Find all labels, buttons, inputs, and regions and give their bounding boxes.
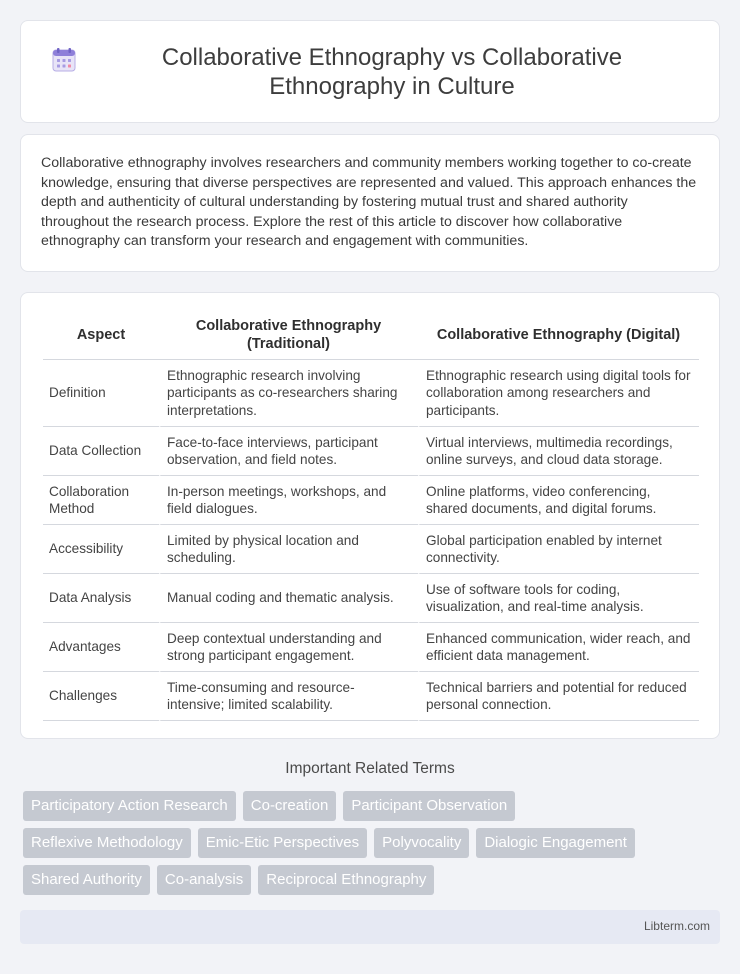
tag-row [23, 828, 723, 858]
tag-dialogic-engagement[interactable]: Dialogic Engagement [476, 828, 635, 858]
table-row [43, 525, 699, 574]
tag-polyvocality[interactable]: Polyvocality [374, 828, 469, 858]
related-terms-tags [23, 791, 723, 902]
tag-co-creation[interactable]: Co-creation [243, 791, 337, 821]
table-row [43, 623, 699, 672]
calendar-icon [51, 47, 77, 73]
table-row [43, 672, 699, 721]
table-row [43, 574, 699, 623]
table-header-row [43, 311, 699, 360]
row-aspect: Advantages [43, 623, 159, 672]
intro-paragraph: Collaborative ethnography involves researchers and community members working together to co-create knowledge, ensuring that diverse perspectives are represented and valued. This approach enhances the depth and authenticity of cultural understanding by fostering mutual trust and shared authority throughout the research process. Explore the rest of this article to discover how collaborative ethnography can transform your research and engagement with communities. [41, 155, 697, 249]
row-digital: Enhanced communication, wider reach, and efficient data management. [418, 623, 699, 672]
tag-row [23, 791, 723, 821]
table-row [43, 427, 699, 476]
row-digital: Virtual interviews, multimedia recordings, online surveys, and cloud data storage. [418, 427, 699, 476]
row-traditional: Manual coding and thematic analysis. [159, 574, 418, 623]
tag-row [23, 865, 723, 895]
footer [20, 910, 720, 944]
row-aspect: Data Analysis [43, 574, 159, 623]
row-digital: Use of software tools for coding, visualization, and real-time analysis. [418, 574, 699, 623]
row-traditional: In-person meetings, workshops, and field dialogues. [159, 476, 418, 525]
tag-reflexive-methodology[interactable]: Reflexive Methodology [23, 828, 191, 858]
row-traditional: Ethnographic research involving participants as co-researchers sharing interpretations. [159, 360, 418, 427]
comparison-table-card [20, 292, 720, 739]
row-aspect: Collaboration Method [43, 476, 159, 525]
comparison-table [43, 311, 699, 721]
header-aspect: Aspect [43, 311, 159, 360]
intro-card [20, 134, 720, 272]
tag-co-analysis[interactable]: Co-analysis [157, 865, 251, 895]
header-card [20, 20, 720, 123]
row-aspect: Data Collection [43, 427, 159, 476]
row-digital: Online platforms, video conferencing, shared documents, and digital forums. [418, 476, 699, 525]
tag-reciprocal-ethnography[interactable]: Reciprocal Ethnography [258, 865, 434, 895]
row-traditional: Limited by physical location and scheduling. [159, 525, 418, 574]
tag-shared-authority[interactable]: Shared Authority [23, 865, 150, 895]
row-digital: Technical barriers and potential for reduced personal connection. [418, 672, 699, 721]
row-aspect: Definition [43, 360, 159, 427]
row-traditional: Face-to-face interviews, participant observation, and field notes. [159, 427, 418, 476]
row-aspect: Accessibility [43, 525, 159, 574]
row-aspect: Challenges [43, 672, 159, 721]
tag-emic-etic-perspectives[interactable]: Emic-Etic Perspectives [198, 828, 367, 858]
page-title: Collaborative Ethnography vs Collaborative Ethnography in Culture [161, 43, 623, 100]
row-digital: Ethnographic research using digital tools for collaboration among researchers and participants. [418, 360, 699, 427]
row-digital: Global participation enabled by internet connectivity. [418, 525, 699, 574]
tag-participant-observation[interactable]: Participant Observation [343, 791, 515, 821]
row-traditional: Deep contextual understanding and strong participant engagement. [159, 623, 418, 672]
table-row [43, 360, 699, 427]
footer-site-link[interactable]: Libterm.com [643, 919, 710, 933]
tag-participatory-action-research[interactable]: Participatory Action Research [23, 791, 236, 821]
header-digital: Collaborative Ethnography (Digital) [418, 311, 699, 360]
row-traditional: Time-consuming and resource-intensive; limited scalability. [159, 672, 418, 721]
table-row [43, 476, 699, 525]
related-terms-title: Important Related Terms [285, 760, 455, 777]
header-traditional: Collaborative Ethnography (Traditional) [159, 311, 418, 360]
